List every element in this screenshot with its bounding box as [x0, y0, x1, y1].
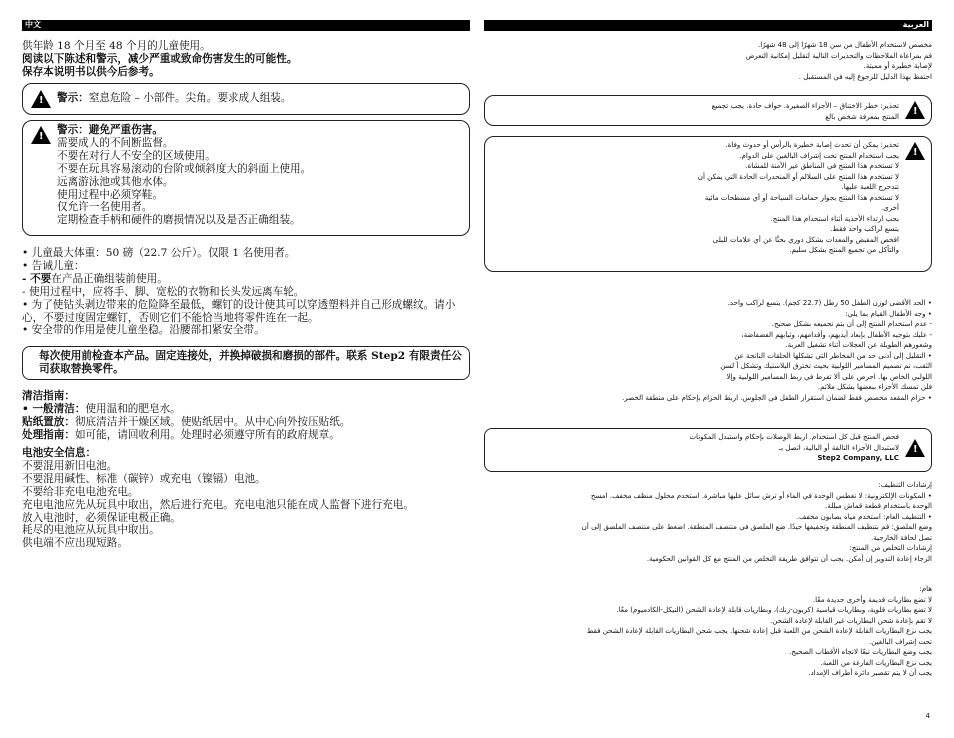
- arabic-section-header: [484, 20, 932, 31]
- chinese-label: 中文: [25, 20, 41, 29]
- ar-intro-line: قم بمراعاة الملاحظات والتحذيرات التالية لتقليل إمكانية التعرض: [745, 50, 932, 60]
- ar-inspect-box: [484, 428, 932, 472]
- zh-bullet-belt: • 安全带的作用是使儿童坐稳。沿腰部扣紧安全带。: [22, 324, 265, 337]
- list-item: • حزام المقعد مخصص فقط لضمان استقرار الطفل في الجلوس. اربط الحزام بإحكام على منطقة الخصر.: [622, 392, 932, 402]
- zh-bullet-dont: - 不要: [22, 272, 52, 285]
- zh-battery-title: 电池安全信息：: [22, 447, 97, 459]
- zh-bullets: [22, 247, 470, 337]
- list-item: لا تستخدم هذا المنتج على السلالم أو المنحدرات الحادة التي يمكن أن: [697, 171, 899, 181]
- chinese-section-header: [22, 20, 470, 31]
- ar-warning-choking-box: [484, 95, 932, 126]
- list-item: 不要在对行人不安全的区域使用。: [57, 149, 216, 162]
- list-item: الرجاء إعادة التدوير إن أمكن. يجب أن تتوافق طريقة التخلص من المنتج مع كل القوانين الحكومية.: [646, 553, 932, 563]
- list-item: إرشادات التنظيف:: [878, 480, 932, 489]
- zh-inspect-text: 每次使用前检查本产品。固定连接处，并换掉破损和磨损的部件。联系 Step2 有限责任公司获取替换零件。: [39, 350, 462, 375]
- list-item: 不要混用碱性、标准（碳锌）或充电（镍镉）电池。: [22, 472, 266, 485]
- ar-intro-line: مخصص لاستخدام الأطفال من سن 18 شهرًا إلى 48 شهرًا.: [758, 40, 932, 49]
- list-item: 耗尽的电池应从玩具中取出。: [22, 524, 160, 537]
- ar-warning-line: تحذير: خطر الاختناق – الأجزاء الصغيرة. حواف حادة. يجب تجميع: [711, 101, 899, 110]
- zh-battery: [22, 447, 470, 550]
- zh-cleaning-title: 清洁指南：: [22, 390, 75, 402]
- list-item: - عليك بتوجيه الأطفال بإبعاد أيديهم، وأقدامهم، وثيابهم الفضفاضة،: [741, 329, 932, 339]
- list-item: - عدم استخدام المنتج إلى أن يتم تجميعه بشكل صحيح.: [771, 319, 932, 328]
- list-item: • الحد الأقصى لوزن الطفل 50 رطل (22.7 كجم). يتسع لراكب واحد.: [727, 298, 932, 307]
- zh-warning-label: 警示：: [57, 92, 89, 104]
- ar-intro-line: لإصابة خطيرة أو مميتة.: [863, 61, 932, 70]
- zh-bullet-hands: - 使用过程中，应将手、脚、宽松的衣物和长头发远离车轮。: [22, 285, 305, 298]
- zh-bullet-weight: • 儿童最大体重：50 磅（22.7 公斤）。仅限 1 名使用者。: [22, 247, 296, 259]
- zh-warning-text: 窒息危险 – 小部件。尖角。要求成人组装。: [88, 92, 292, 104]
- page-number: 4: [925, 712, 930, 720]
- warning-icon: [905, 439, 925, 457]
- arabic-label: العربية: [902, 20, 929, 29]
- ar-inspect-line: لاستبدال الأجزاء التالفة أو البالية، اتصل بـ: [778, 442, 899, 452]
- list-item: والتآكل من تجميع المنتج بشكل سليم.: [789, 245, 899, 254]
- ar-warning-line: المنتج بمعرفة شخص بالغ: [825, 111, 899, 121]
- list-item: الوحدة باستخدام قطعة قماش مبللة.: [825, 501, 932, 510]
- list-item: لا تقم بإعادة شحن البطاريات غير القابلة لإعادة الشحن.: [770, 615, 932, 625]
- zh-bullet-dont-rest: 在产品正确组装前使用。: [51, 272, 168, 285]
- ar-cleaning: [484, 480, 932, 564]
- list-item: • التقليل إلى أدنى حد من المخاطر التي تشكلها الحلقات الناتجة عن: [734, 350, 932, 360]
- list-item: يجب وضع البطاريات تبعًا لاتجاه الأقطاب الصحيح.: [789, 647, 932, 656]
- list-item: لا تضع بطاريات قلوية، وبطاريات قياسية (كربون-زنك)، وبطاريات قابلة لإعادة الشحن (النيكل-الكادميوم) معًا.: [616, 605, 932, 614]
- list-item: الثقب، تم تصميم المسامير اللولبية بحيث تخترق البلاستيك وتشكل أ لسن: [720, 361, 932, 370]
- list-item: أخرى.: [880, 203, 899, 212]
- list-item: • التنظيف العام: استخدم مياه بصابون مخفف.: [796, 511, 932, 521]
- list-item: 充电电池应先从玩具中取出，然后进行充电。充电电池只能在成人监督下进行充电。: [22, 498, 414, 511]
- ar-intro: [484, 40, 932, 82]
- list-item: يجب نزع البطاريات الفارغة من اللعبة.: [820, 657, 932, 667]
- list-item: يتسع لراكب واحد فقط.: [830, 224, 899, 233]
- zh-intro-read: 阅读以下陈述和警示，减少严重或致命伤害发生的可能性。: [22, 52, 298, 65]
- list-item: 需要成人的不间断监督。: [57, 136, 174, 149]
- zh-warning-injury-box: [22, 120, 470, 236]
- zh-warning-choking-box: [22, 83, 470, 115]
- list-item: إرشادات التخلص من المنتج:: [849, 543, 932, 552]
- list-item: هام:: [919, 584, 932, 593]
- zh-inspect-box: [22, 346, 470, 380]
- list-item: وضع الملصق: قم بتنظيف المنطقة وتجفيفها جيدًا. ضع الملصق في منتصف المنطقة. اضغط على منتصف الملصق إلى أن: [581, 522, 932, 531]
- ar-battery: [484, 584, 932, 679]
- zh-cleaning-general-label: • 一般清洁：: [22, 402, 86, 415]
- list-item: لا تستخدم هذا المنتج في المناطق غير الآمنة للمشاة.: [745, 161, 899, 170]
- list-item: تحذير: يمكن أن تحدث إصابة خطيرة بالرأس أو حدوث وفاة.: [725, 140, 899, 149]
- list-item: 定期检查手柄和硬件的磨损情况以及是否正确组装。: [57, 214, 301, 227]
- list-item: يجب استخدام المنتج تحت إشراف البالغين على الدوام.: [739, 150, 899, 160]
- warning-icon: [905, 142, 925, 160]
- list-item: 不要混用新旧电池。: [22, 459, 118, 472]
- list-item: 远离游泳池或其他水体。: [57, 175, 174, 188]
- warning-icon: [905, 101, 925, 119]
- list-item: 放入电池时，必须保证电极正确。: [22, 511, 181, 524]
- ar-inspect-line: فحص المنتج قبل كل استخدام. اربط الوصلات بإحكام واستبدل المكونات: [689, 432, 899, 441]
- list-item: تصل لحافة الخارجية.: [871, 532, 932, 542]
- list-item: وشعورهم الطويلة عن العجلات أثناء تشغيل العربة.: [785, 340, 932, 349]
- arabic-column: [484, 40, 932, 720]
- ar-intro-line: احتفظ بهذا الدليل للرجوع إليه في المستقبل .: [798, 71, 932, 81]
- ar-bullets: [484, 298, 932, 403]
- list-item: يجب ارتداء الأحذية أثناء استخدام هذا المنتج.: [770, 213, 899, 223]
- list-item: اللولبي الخاص بها. احرص على ألا تفرط في ربط المسامير اللولبية وإلا: [726, 371, 932, 381]
- list-item: 不要给非充电电池充电。: [22, 485, 139, 498]
- zh-bullet-screws: • 为了使钻头剥边带来的危险降至最低，螺钉的设计使其可以穿透塑料并自己形成螺纹。请小心，不要过度固定螺钉，否则它们不能恰当地将零件连在一起。: [22, 298, 456, 324]
- ar-warning-injury-box: [484, 136, 932, 272]
- list-item: 不要在玩具容易滚动的台阶或倾斜度大的斜面上使用。: [57, 162, 312, 175]
- list-item: يجب نزع البطاريات القابلة لإعادة الشحن من اللعبة قبل إعادة شحنها. يجب شحن البطاريات القابلة لإعادة الشحن فقط: [586, 626, 932, 635]
- zh-cleaning-disposal-text: 如可能，请回收利用。处理时必须遵守所有的政府规章。: [74, 428, 340, 441]
- list-item: لا تضع بطاريات قديمة وأخرى جديدة معًا.: [812, 594, 932, 604]
- list-item: تحت إشراف البالغين.: [869, 636, 932, 646]
- list-item: تتدحرج اللعبة عليها.: [841, 182, 899, 191]
- warning-icon: [31, 126, 51, 144]
- zh-intro: [22, 40, 297, 79]
- zh-warning-injury-title: 警示：避免严重伤害。: [57, 124, 163, 136]
- zh-bullet-tell: • 告诫儿童：: [22, 259, 85, 272]
- zh-intro-keep: 保存本说明书以供今后参考。: [22, 65, 160, 78]
- list-item: • وجه الأطفال القيام بما يلي:: [845, 308, 932, 318]
- zh-cleaning-general-text: 使用温和的肥皂水。: [85, 402, 181, 415]
- zh-cleaning-disposal-label: 处理指南：: [22, 428, 75, 441]
- list-item: 仅允许一名使用者。: [57, 201, 153, 214]
- zh-cleaning: [22, 390, 470, 442]
- chinese-column: [22, 40, 472, 720]
- list-item: يجب أن لا يتم تقصير دائرة أطراف الإمداد.: [808, 668, 932, 677]
- zh-cleaning-sticker-label: 贴纸置放：: [22, 415, 75, 428]
- list-item: لا تستخدم هذا المنتج بجوار حمامات السباحة أو أي مسطحات مائية: [704, 192, 899, 202]
- list-item: • المكونات الإلكترونية: لا تغطس الوحدة في الماء أو ترش سائل عليها مباشرة. استخدم محلول منظف مخفف. امسح: [590, 490, 932, 500]
- warning-icon: [31, 90, 51, 108]
- ar-company-name: Step2 Company, LLC: [817, 453, 899, 462]
- list-item: 使用过程中必须穿鞋。: [57, 188, 163, 201]
- zh-intro-age: 供年龄 18 个月至 48 个月的儿童使用。: [22, 40, 211, 52]
- list-item: 供电端不应出现短路。: [22, 537, 128, 550]
- list-item: فلن تمسك الأجزاء ببعضها بشكل ملائم.: [817, 382, 932, 391]
- zh-cleaning-sticker-text: 彻底清洁并干燥区域。使贴纸居中。从中心向外按压贴纸。: [74, 415, 351, 428]
- list-item: افحص المقبض والمعدات بشكل دوري بحثًا عن أي علامات للبلى: [712, 234, 899, 244]
